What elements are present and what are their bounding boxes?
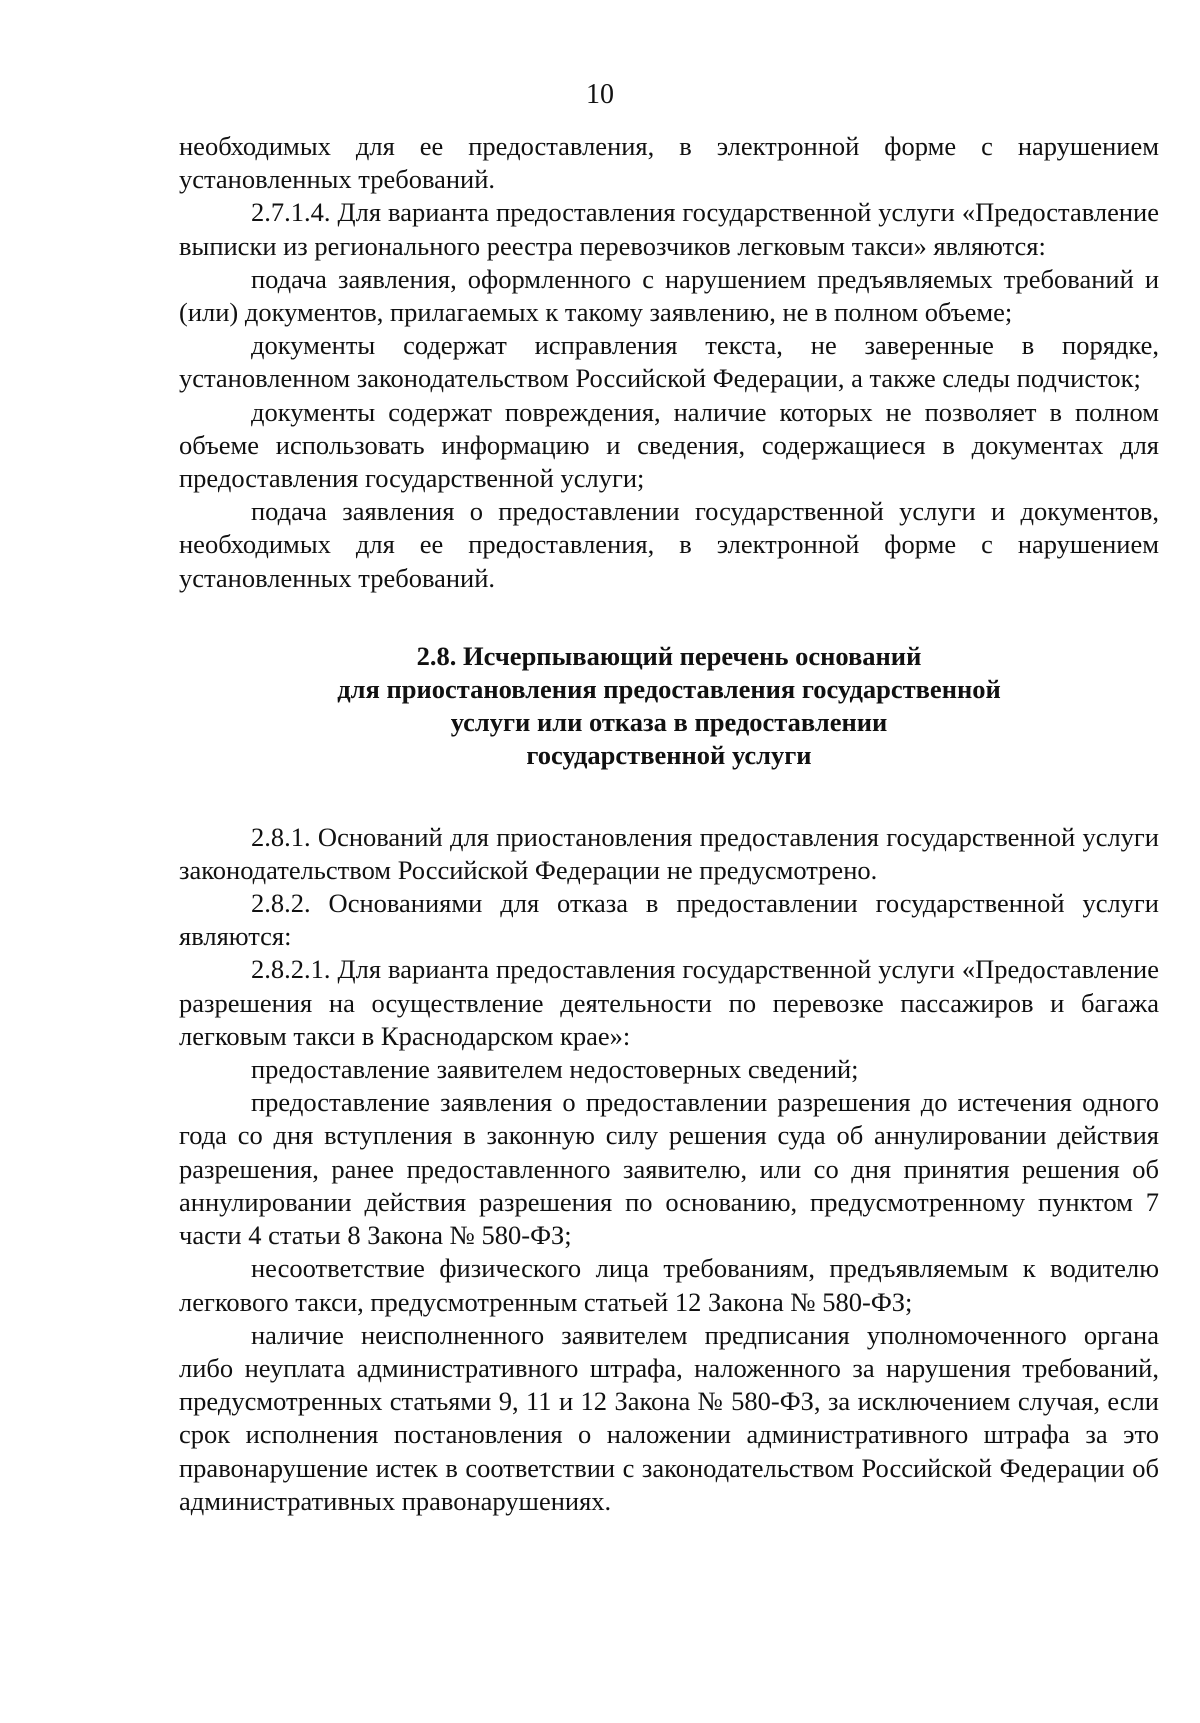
paragraph-ground-electronic-form: подача заявления о предоставлении государственной услуги и документов, необходимых для ее предоставления, в электронной форме с нарушением установленных требований.	[179, 496, 1159, 593]
paragraph-continuation: необходимых для ее предоставления, в электронной форме с нарушением установленных требований.	[179, 131, 1159, 195]
paragraph-2-8-2-1: 2.8.2.1. Для варианта предоставления государственной услуги «Предоставление разрешения на осуществление деятельности по перевозке пассажиров и багажа легковым такси в Краснодарском крае»:	[179, 954, 1159, 1051]
page-number: 10	[586, 79, 614, 110]
paragraph-ground-corrections: документы содержат исправления текста, не заверенные в порядке, установленном законодательством Российской Федерации, а также следы подчисток;	[179, 330, 1159, 394]
paragraph-ground-application-form: подача заявления, оформленного с нарушением предъявляемых требований и (или) документов, прилагаемых к такому заявлению, не в полном объеме;	[179, 263, 1159, 328]
paragraph-2-8-2: 2.8.2. Основаниями для отказа в предоставлении государственной услуги являются:	[179, 888, 1159, 952]
section-heading-line: государственной услуги	[526, 740, 812, 771]
paragraph-refusal-early-application: предоставление заявления о предоставлении разрешения до истечения одного года со дня вступления в законную силу решения суда об аннулировании действия разрешения, ранее предоставленного заявителю, или со дня принятия решения об аннулировании действия разрешения по основанию, предусмотренному пунктом 7 части 4 статьи 8 Закона № 580-ФЗ;	[179, 1087, 1159, 1251]
paragraph-refusal-false-info: предоставление заявителем недостоверных сведений;	[251, 1054, 859, 1085]
section-heading-line: для приостановления предоставления государственной	[337, 674, 1001, 705]
section-heading-line: 2.8. Исчерпывающий перечень оснований	[416, 640, 922, 671]
paragraph-2-8-1: 2.8.1. Оснований для приостановления предоставления государственной услуги законодательством Российской Федерации не предусмотрено.	[179, 821, 1159, 885]
section-heading-line: услуги или отказа в предоставлении	[450, 707, 888, 738]
paragraph-2-7-1-4: 2.7.1.4. Для варианта предоставления государственной услуги «Предоставление выписки из регионального реестра перевозчиков легковым такси» являются:	[179, 197, 1159, 261]
document-body	[179, 130, 1159, 1518]
section-heading-2-8	[179, 640, 1159, 773]
paragraph-refusal-driver-requirements: несоответствие физического лица требованиям, предъявляемым к водителю легкового такси, предусмотренным статьей 12 Закона № 580-ФЗ;	[179, 1253, 1159, 1317]
paragraph-refusal-unfulfilled-order: наличие неисполненного заявителем предписания уполномоченного органа либо неуплата административного штрафа, наложенного за нарушения требований, предусмотренных статьями 9, 11 и 12 Закона № 580-ФЗ, за исключением случая, если срок исполнения постановления о наложении административного штрафа за это правонарушение истек в соответствии с законодательством Российской Федерации об административных правонарушениях.	[179, 1319, 1159, 1516]
paragraph-ground-damage: документы содержат повреждения, наличие которых не позволяет в полном объеме использовать информацию и сведения, содержащиеся в документах для предоставления государственной услуги;	[179, 396, 1159, 494]
